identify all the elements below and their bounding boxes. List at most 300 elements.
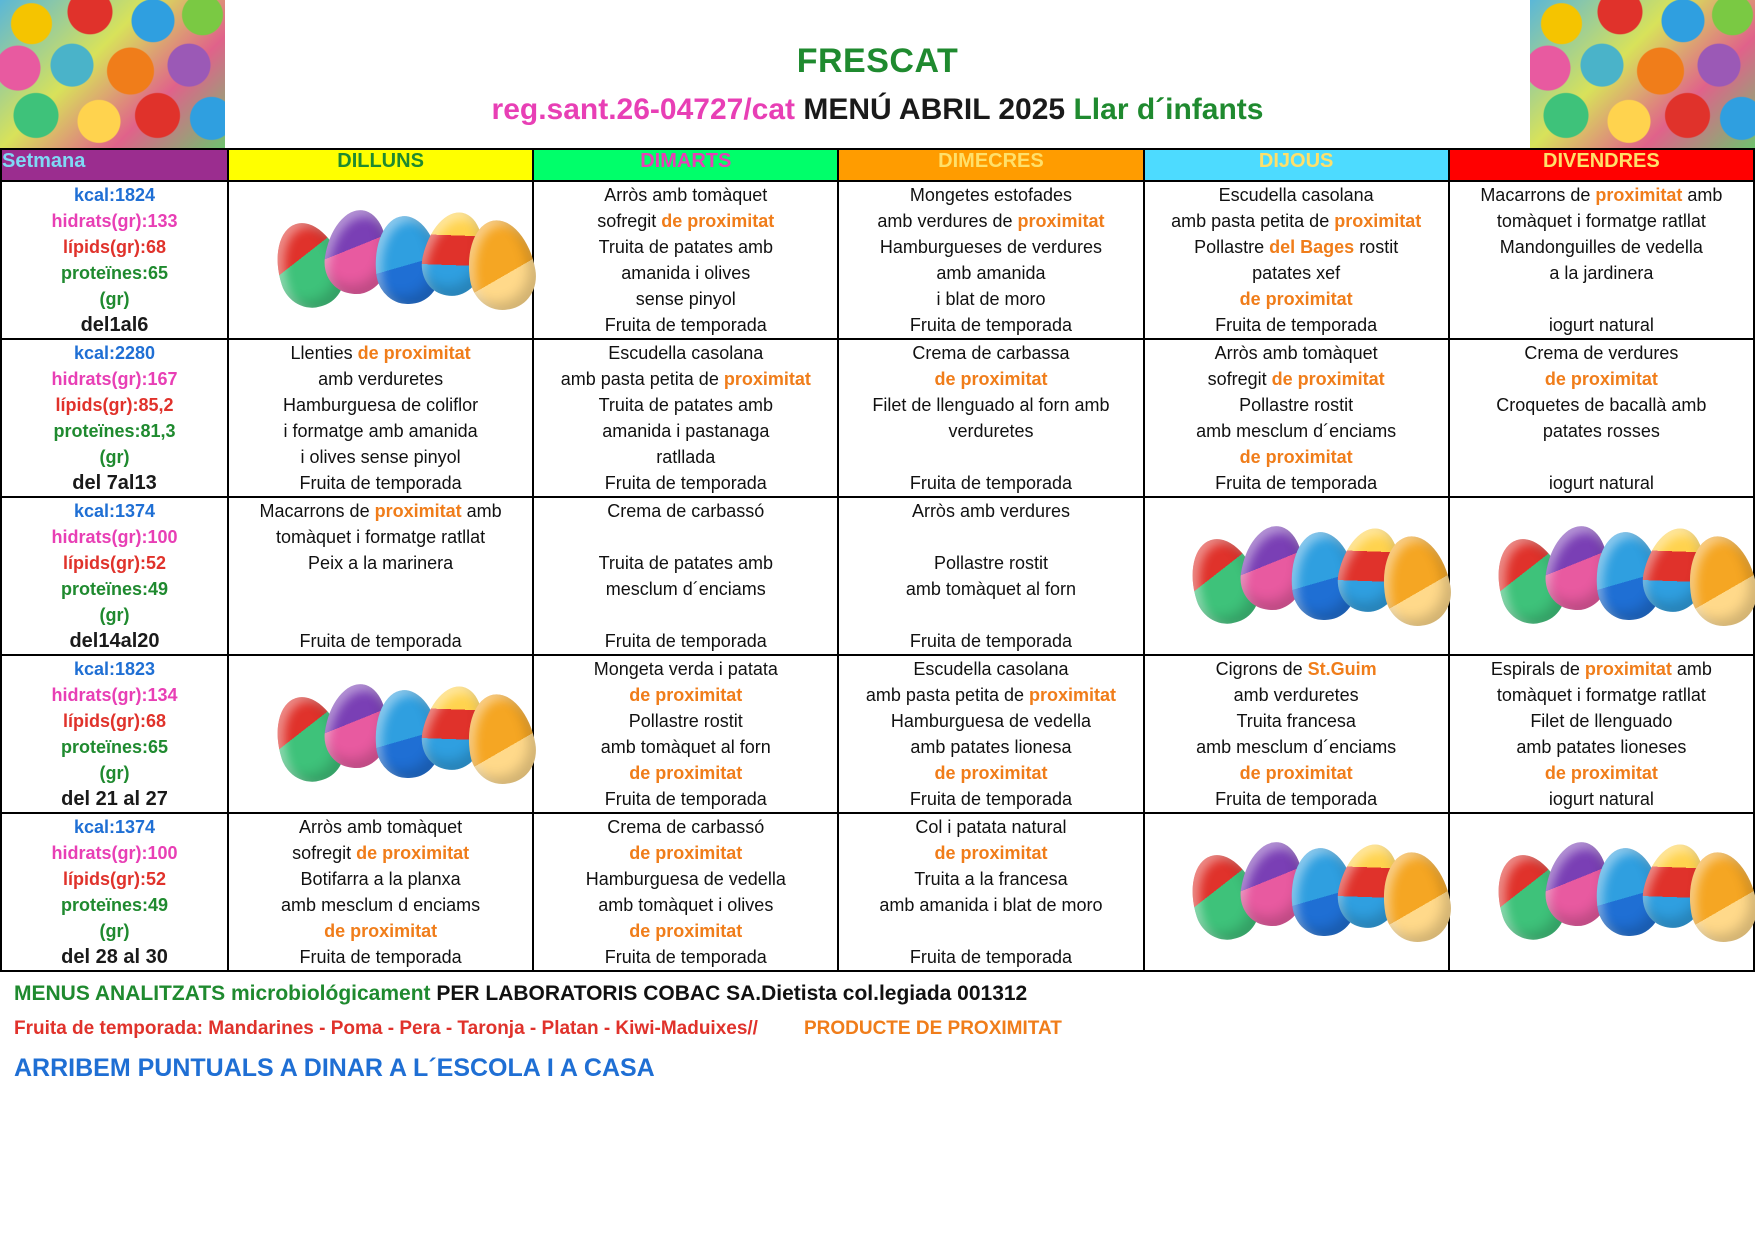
week-kcal: kcal:1824: [73, 185, 156, 205]
menu-text: Macarrons de: [1480, 185, 1596, 205]
menu-text: sofregit: [1207, 369, 1272, 389]
menu-text: Escudella casolana: [608, 343, 764, 363]
menu-line: [229, 576, 532, 602]
menu-text: amb pasta petita de: [1171, 211, 1335, 231]
menu-line: [1145, 208, 1448, 234]
week-proteins: proteïnes:49: [60, 579, 169, 599]
week-kcal: kcal:2280: [73, 343, 156, 363]
week-proteins: proteïnes:65: [60, 263, 169, 283]
proximity-tag: de proximitat: [1239, 763, 1353, 783]
week-gr-unit: (gr): [99, 921, 130, 941]
menu-cell-dijous: [1144, 181, 1449, 339]
menu-line: [839, 550, 1142, 576]
menu-text: tomàquet i formatge ratllat: [1496, 685, 1706, 705]
menu-table-body: [1, 181, 1754, 971]
menu-line: [839, 208, 1142, 234]
menu-line: [1450, 208, 1753, 234]
menu-text: Truita a la francesa: [914, 869, 1068, 889]
proximity-tag: proximitat: [1584, 659, 1672, 679]
menu-text: tomàquet i formatge ratllat: [1496, 211, 1706, 231]
menu-text: amb pasta petita de: [865, 685, 1030, 705]
week-proteins: proteïnes:49: [60, 895, 169, 915]
menu-text: i blat de moro: [936, 289, 1046, 309]
menu-text: Pollastre rostit: [1239, 395, 1354, 415]
week-summary-cell: [1, 655, 228, 813]
menu-line: [1145, 234, 1448, 260]
easter-eggs-banner-left-image: [0, 0, 225, 148]
menu-text: Escudella casolana: [913, 659, 1069, 679]
menu-text: Fruita de temporada: [909, 789, 1073, 809]
menu-line: [229, 444, 532, 470]
menu-text: amb pasta petita de: [560, 369, 724, 389]
menu-text: Fruita de temporada: [909, 947, 1073, 967]
week-kcal: kcal:1374: [73, 817, 156, 837]
week-summary-cell: [1, 497, 228, 655]
menu-line: [534, 340, 837, 366]
menu-line: [1145, 260, 1448, 286]
menu-line: [534, 498, 837, 524]
proximity-tag: de proximitat: [934, 763, 1048, 783]
menu-text: amanida i olives: [621, 263, 751, 283]
easter-eggs-decoration-image: [1465, 510, 1738, 628]
menu-line: [839, 866, 1142, 892]
menu-text: amb tomàquet al forn: [600, 737, 771, 757]
menu-line: [229, 366, 532, 392]
menu-text: Crema de carbassó: [607, 817, 765, 837]
footer-lab-line: [14, 982, 1741, 1006]
proximity-tag: de proximitat: [1544, 369, 1658, 389]
menu-line: [839, 418, 1142, 444]
menu-line: [534, 918, 837, 944]
menu-text: Mongeta verda i patata: [593, 659, 778, 679]
menu-line: [534, 470, 837, 496]
menu-text: Arròs amb tomàquet: [1214, 343, 1378, 363]
menu-text: Crema de verdures: [1524, 343, 1679, 363]
menu-line: [839, 628, 1142, 654]
school-type-label: Llar d´infants: [1073, 93, 1264, 126]
menu-text: tomàquet i formatge ratllat: [276, 527, 486, 547]
menu-line: [534, 786, 837, 812]
menu-line: [1450, 392, 1753, 418]
menu-text: Espirals de: [1490, 659, 1585, 679]
column-header-divendres: DIVENDRES: [1449, 149, 1754, 181]
menu-cell-dimecres: [838, 181, 1143, 339]
menu-line: [1450, 366, 1753, 392]
week-lipids: lípids(gr):68: [62, 237, 166, 257]
menu-line: [839, 734, 1142, 760]
menu-line: [839, 786, 1142, 812]
menu-cell-divendres: [1449, 655, 1754, 813]
column-header-dimarts: DIMARTS: [533, 149, 838, 181]
week-gr-unit: (gr): [99, 289, 130, 309]
menu-line: [839, 524, 1142, 550]
week-kcal: kcal:1374: [73, 501, 156, 521]
page-footer: [0, 972, 1755, 1083]
menu-line: [839, 286, 1142, 312]
menu-text: Fruita de temporada: [604, 473, 767, 493]
table-header-row: [1, 149, 1754, 181]
footer-fruit-text: Fruita de temporada: Mandarines - Poma - Pera - Taronja - Platan - Kiwi-Maduixes//: [14, 1018, 758, 1039]
menu-line: [1450, 444, 1753, 470]
week-carbs: hidrats(gr):133: [51, 211, 178, 231]
menu-cell-dijous: [1144, 339, 1449, 497]
menu-line: [229, 418, 532, 444]
table-row: [1, 497, 1754, 655]
menu-line: [1450, 340, 1753, 366]
menu-line: [534, 312, 837, 338]
menu-text: Pollastre rostit: [628, 711, 743, 731]
easter-eggs-decoration-image: [1465, 826, 1738, 944]
week-lipids: lípids(gr):85,2: [55, 395, 174, 415]
footer-slogan: ARRIBEM PUNTUALS A DINAR A L´ESCOLA I A CASA: [14, 1054, 655, 1082]
proximity-tag: de proximitat: [934, 843, 1048, 863]
proximity-tag: proximitat: [374, 501, 462, 521]
menu-line: [1450, 234, 1753, 260]
menu-text: iogurt natural: [1548, 789, 1654, 809]
menu-cell-divendres: [1449, 813, 1754, 971]
menu-line: [1450, 786, 1753, 812]
menu-line: [839, 234, 1142, 260]
menu-line: [534, 814, 837, 840]
menu-text: Escudella casolana: [1218, 185, 1374, 205]
week-date-range: del1al6: [80, 314, 149, 336]
week-date-range: del14al20: [69, 630, 160, 652]
footer-lab-prefix: MENUS ANALITZATS microbiológicament: [14, 982, 437, 1005]
proximity-tag: de proximitat: [661, 211, 775, 231]
menu-line: [1145, 656, 1448, 682]
menu-line: [1450, 418, 1753, 444]
column-header-dijous: DIJOUS: [1144, 149, 1449, 181]
menu-text: Fruita de temporada: [299, 473, 462, 493]
menu-text: Fruita de temporada: [604, 315, 767, 335]
menu-text: Hamburguesa de vedella: [890, 711, 1092, 731]
menu-cell-dilluns: [228, 813, 533, 971]
menu-text: Fruita de temporada: [1215, 315, 1378, 335]
menu-text: Hamburgueses de verdures: [879, 237, 1103, 257]
menu-text: amb: [1671, 659, 1712, 679]
menu-line: [1450, 734, 1753, 760]
column-header-dimecres: DIMECRES: [838, 149, 1143, 181]
menu-text: amb amanida i blat de moro: [879, 895, 1103, 915]
menu-line: [839, 840, 1142, 866]
menu-text: sense pinyol: [635, 289, 736, 309]
menu-line: [229, 840, 532, 866]
easter-eggs-decoration-image: [244, 668, 517, 786]
menu-line: [534, 366, 837, 392]
menu-text: Hamburguesa de coliflor: [283, 395, 479, 415]
menu-text: Fruita de temporada: [909, 631, 1073, 651]
menu-text: Arròs amb verdures: [911, 501, 1070, 521]
proximity-tag: proximitat: [1017, 211, 1105, 231]
menu-line: [534, 866, 837, 892]
menu-text: ratllada: [656, 447, 716, 467]
menu-line: [1145, 470, 1448, 496]
menu-line: [839, 918, 1142, 944]
menu-text: verduretes: [948, 421, 1034, 441]
menu-line: [229, 892, 532, 918]
menu-text: Pollastre rostit: [933, 553, 1048, 573]
proximity-tag: St.Guim: [1307, 659, 1377, 679]
menu-cell-divendres: [1449, 339, 1754, 497]
menu-line: [534, 602, 837, 628]
menu-cell-dilluns: [228, 181, 533, 339]
footer-proximity-note: PRODUCTE DE PROXIMITAT: [803, 1018, 1062, 1039]
proximity-tag: proximitat: [1029, 685, 1117, 705]
menu-text: a la jardinera: [1549, 263, 1654, 283]
menu-line: [534, 550, 837, 576]
menu-text: Fruita de temporada: [1215, 789, 1378, 809]
menu-cell-dimarts: [533, 655, 838, 813]
menu-line: [229, 944, 532, 970]
menu-text: amb mesclum d´enciams: [1196, 737, 1397, 757]
menu-line: [1450, 470, 1753, 496]
menu-line: [839, 682, 1142, 708]
menu-line: [229, 470, 532, 496]
menu-line: [1145, 786, 1448, 812]
week-summary-cell: [1, 813, 228, 971]
menu-line: [534, 234, 837, 260]
menu-line: [534, 656, 837, 682]
menu-text: sofregit: [597, 211, 662, 231]
menu-cell-dimarts: [533, 497, 838, 655]
menu-text: Filet de llenguado: [1530, 711, 1673, 731]
week-gr-unit: (gr): [99, 605, 130, 625]
menu-cell-dilluns: [228, 339, 533, 497]
menu-line: [839, 444, 1142, 470]
menu-cell-dimecres: [838, 339, 1143, 497]
menu-line: [229, 866, 532, 892]
menu-line: [534, 208, 837, 234]
menu-text: Crema de carbassó: [607, 501, 765, 521]
menu-line: [839, 708, 1142, 734]
menu-line: [534, 840, 837, 866]
table-row: [1, 813, 1754, 971]
menu-text: sofregit: [292, 843, 357, 863]
week-summary-cell: [1, 339, 228, 497]
week-carbs: hidrats(gr):100: [51, 527, 178, 547]
week-proteins: proteïnes:65: [60, 737, 169, 757]
menu-text: amb tomàquet i olives: [598, 895, 774, 915]
menu-line: [839, 498, 1142, 524]
menu-text: Filet de llenguado al forn amb: [872, 395, 1110, 415]
column-header-setmana: Setmana: [1, 149, 228, 181]
menu-line: [534, 944, 837, 970]
table-row: [1, 181, 1754, 339]
menu-text: amb mesclum d enciams: [281, 895, 481, 915]
menu-text: Hamburguesa de vedella: [585, 869, 786, 889]
menu-line: [1450, 682, 1753, 708]
easter-eggs-decoration-image: [244, 194, 517, 312]
menu-line: [534, 734, 837, 760]
menu-line: [1145, 708, 1448, 734]
menu-line: [839, 944, 1142, 970]
week-gr-unit: (gr): [99, 447, 130, 467]
menu-text: Crema de carbassa: [912, 343, 1070, 363]
easter-eggs-decoration-image: [1160, 510, 1433, 628]
menu-line: [229, 550, 532, 576]
week-kcal: kcal:1823: [73, 659, 156, 679]
menu-text: patates rosses: [1542, 421, 1660, 441]
menu-text: rostit: [1354, 237, 1399, 257]
proximity-tag: de proximitat: [629, 921, 743, 941]
proximity-tag: del Bages: [1269, 237, 1355, 257]
menu-text: Pollastre: [1194, 237, 1270, 257]
menu-text: amb verduretes: [1233, 685, 1359, 705]
menu-line: [1450, 286, 1753, 312]
menu-line: [839, 760, 1142, 786]
menu-line: [229, 628, 532, 654]
menu-text: Col i patata natural: [915, 817, 1067, 837]
menu-line: [534, 182, 837, 208]
menu-line: [1145, 392, 1448, 418]
easter-eggs-banner-right-image: [1530, 0, 1755, 148]
menu-text: amb mesclum d´enciams: [1196, 421, 1397, 441]
menu-text: amb verdures de: [877, 211, 1018, 231]
menu-line: [229, 392, 532, 418]
menu-cell-dilluns: [228, 655, 533, 813]
menu-text: amb amanida: [936, 263, 1046, 283]
menu-line: [1450, 656, 1753, 682]
menu-line: [229, 814, 532, 840]
menu-cell-dilluns: [228, 497, 533, 655]
menu-line: [229, 602, 532, 628]
menu-line: [1450, 260, 1753, 286]
week-carbs: hidrats(gr):167: [51, 369, 178, 389]
week-carbs: hidrats(gr):134: [51, 685, 178, 705]
proximity-tag: proximitat: [1334, 211, 1422, 231]
proximity-tag: de proximitat: [1239, 447, 1353, 467]
menu-line: [839, 340, 1142, 366]
menu-line: [839, 312, 1142, 338]
week-lipids: lípids(gr):68: [62, 711, 166, 731]
menu-text: Fruita de temporada: [604, 789, 767, 809]
week-date-range: del 21 al 27: [61, 788, 168, 810]
menu-text: amb patates lionesa: [910, 737, 1072, 757]
menu-line: [839, 366, 1142, 392]
menu-line: [839, 182, 1142, 208]
proximity-tag: de proximitat: [1271, 369, 1385, 389]
menu-text: Truita francesa: [1236, 711, 1356, 731]
week-carbs: hidrats(gr):100: [51, 843, 178, 863]
week-date-range: del 7al13: [72, 472, 157, 494]
registration-code: reg.sant.26-04727/cat: [491, 93, 796, 126]
proximity-tag: de proximitat: [324, 921, 438, 941]
week-summary-cell: [1, 181, 228, 339]
menu-cell-dijous: [1144, 813, 1449, 971]
table-row: [1, 339, 1754, 497]
menu-cell-dimarts: [533, 339, 838, 497]
menu-text: Peix a la marinera: [308, 553, 454, 573]
menu-text: Llenties: [290, 343, 358, 363]
menu-text: Truita de patates amb: [598, 553, 773, 573]
proximity-tag: proximitat: [723, 369, 811, 389]
menu-line: [1145, 760, 1448, 786]
menu-line: [229, 498, 532, 524]
proximity-tag: de proximitat: [629, 763, 743, 783]
menu-line: [534, 760, 837, 786]
menu-text: Arròs amb tomàquet: [604, 185, 768, 205]
menu-line: [534, 628, 837, 654]
menu-line: [534, 682, 837, 708]
menu-line: [839, 576, 1142, 602]
page-header: [0, 0, 1755, 148]
menu-text: Fruita de temporada: [909, 473, 1073, 493]
week-date-range: del 28 al 30: [61, 946, 168, 968]
menu-text: iogurt natural: [1548, 473, 1654, 493]
footer-fruit-line: [14, 1018, 1741, 1040]
week-lipids: lípids(gr):52: [62, 869, 166, 889]
menu-line: [1145, 418, 1448, 444]
menu-text: mesclum d´enciams: [605, 579, 766, 599]
menu-line: [534, 260, 837, 286]
menu-line: [534, 708, 837, 734]
menu-line: [534, 392, 837, 418]
column-header-dilluns: DILLUNS: [228, 149, 533, 181]
proximity-tag: de proximitat: [1544, 763, 1658, 783]
week-gr-unit: (gr): [99, 763, 130, 783]
menu-text: Fruita de temporada: [1215, 473, 1378, 493]
proximity-tag: de proximitat: [356, 843, 470, 863]
proximity-tag: de proximitat: [357, 343, 471, 363]
menu-line: [839, 892, 1142, 918]
proximity-tag: de proximitat: [1239, 289, 1353, 309]
menu-text: Truita de patates amb: [598, 237, 773, 257]
menu-cell-dijous: [1144, 655, 1449, 813]
menu-cell-divendres: [1449, 497, 1754, 655]
menu-text: i olives sense pinyol: [300, 447, 461, 467]
menu-line: [534, 524, 837, 550]
menu-line: [534, 286, 837, 312]
menu-text: Arròs amb tomàquet: [299, 817, 463, 837]
menu-line: [1145, 734, 1448, 760]
menu-text: amb: [1682, 185, 1723, 205]
proximity-tag: proximitat: [1595, 185, 1683, 205]
menu-line: [839, 260, 1142, 286]
menu-line: [1450, 760, 1753, 786]
menu-table: [0, 148, 1755, 972]
menu-text: amb tomàquet al forn: [905, 579, 1077, 599]
title-subline: [225, 93, 1530, 127]
menu-text: iogurt natural: [1548, 315, 1654, 335]
title-block: [225, 0, 1530, 148]
menu-line: [229, 918, 532, 944]
menu-line: [839, 602, 1142, 628]
menu-text: i formatge amb amanida: [283, 421, 478, 441]
proximity-tag: de proximitat: [934, 369, 1048, 389]
menu-line: [1145, 312, 1448, 338]
menu-text: amb patates lioneses: [1516, 737, 1687, 757]
menu-line: [1145, 340, 1448, 366]
menu-cell-dijous: [1144, 497, 1449, 655]
menu-line: [839, 392, 1142, 418]
menu-line: [839, 814, 1142, 840]
menu-text: amanida i pastanaga: [602, 421, 770, 441]
menu-text: patates xef: [1252, 263, 1341, 283]
menu-text: Botifarra a la planxa: [300, 869, 461, 889]
menu-line: [229, 524, 532, 550]
menu-text: Mongetes estofades: [909, 185, 1073, 205]
menu-text: amb verduretes: [318, 369, 444, 389]
menu-text: Fruita de temporada: [299, 947, 462, 967]
table-row: [1, 655, 1754, 813]
menu-line: [1145, 682, 1448, 708]
week-proteins: proteïnes:81,3: [53, 421, 176, 441]
menu-line: [534, 444, 837, 470]
menu-cell-dimecres: [838, 813, 1143, 971]
menu-line: [839, 470, 1142, 496]
menu-line: [534, 418, 837, 444]
menu-line: [1145, 182, 1448, 208]
